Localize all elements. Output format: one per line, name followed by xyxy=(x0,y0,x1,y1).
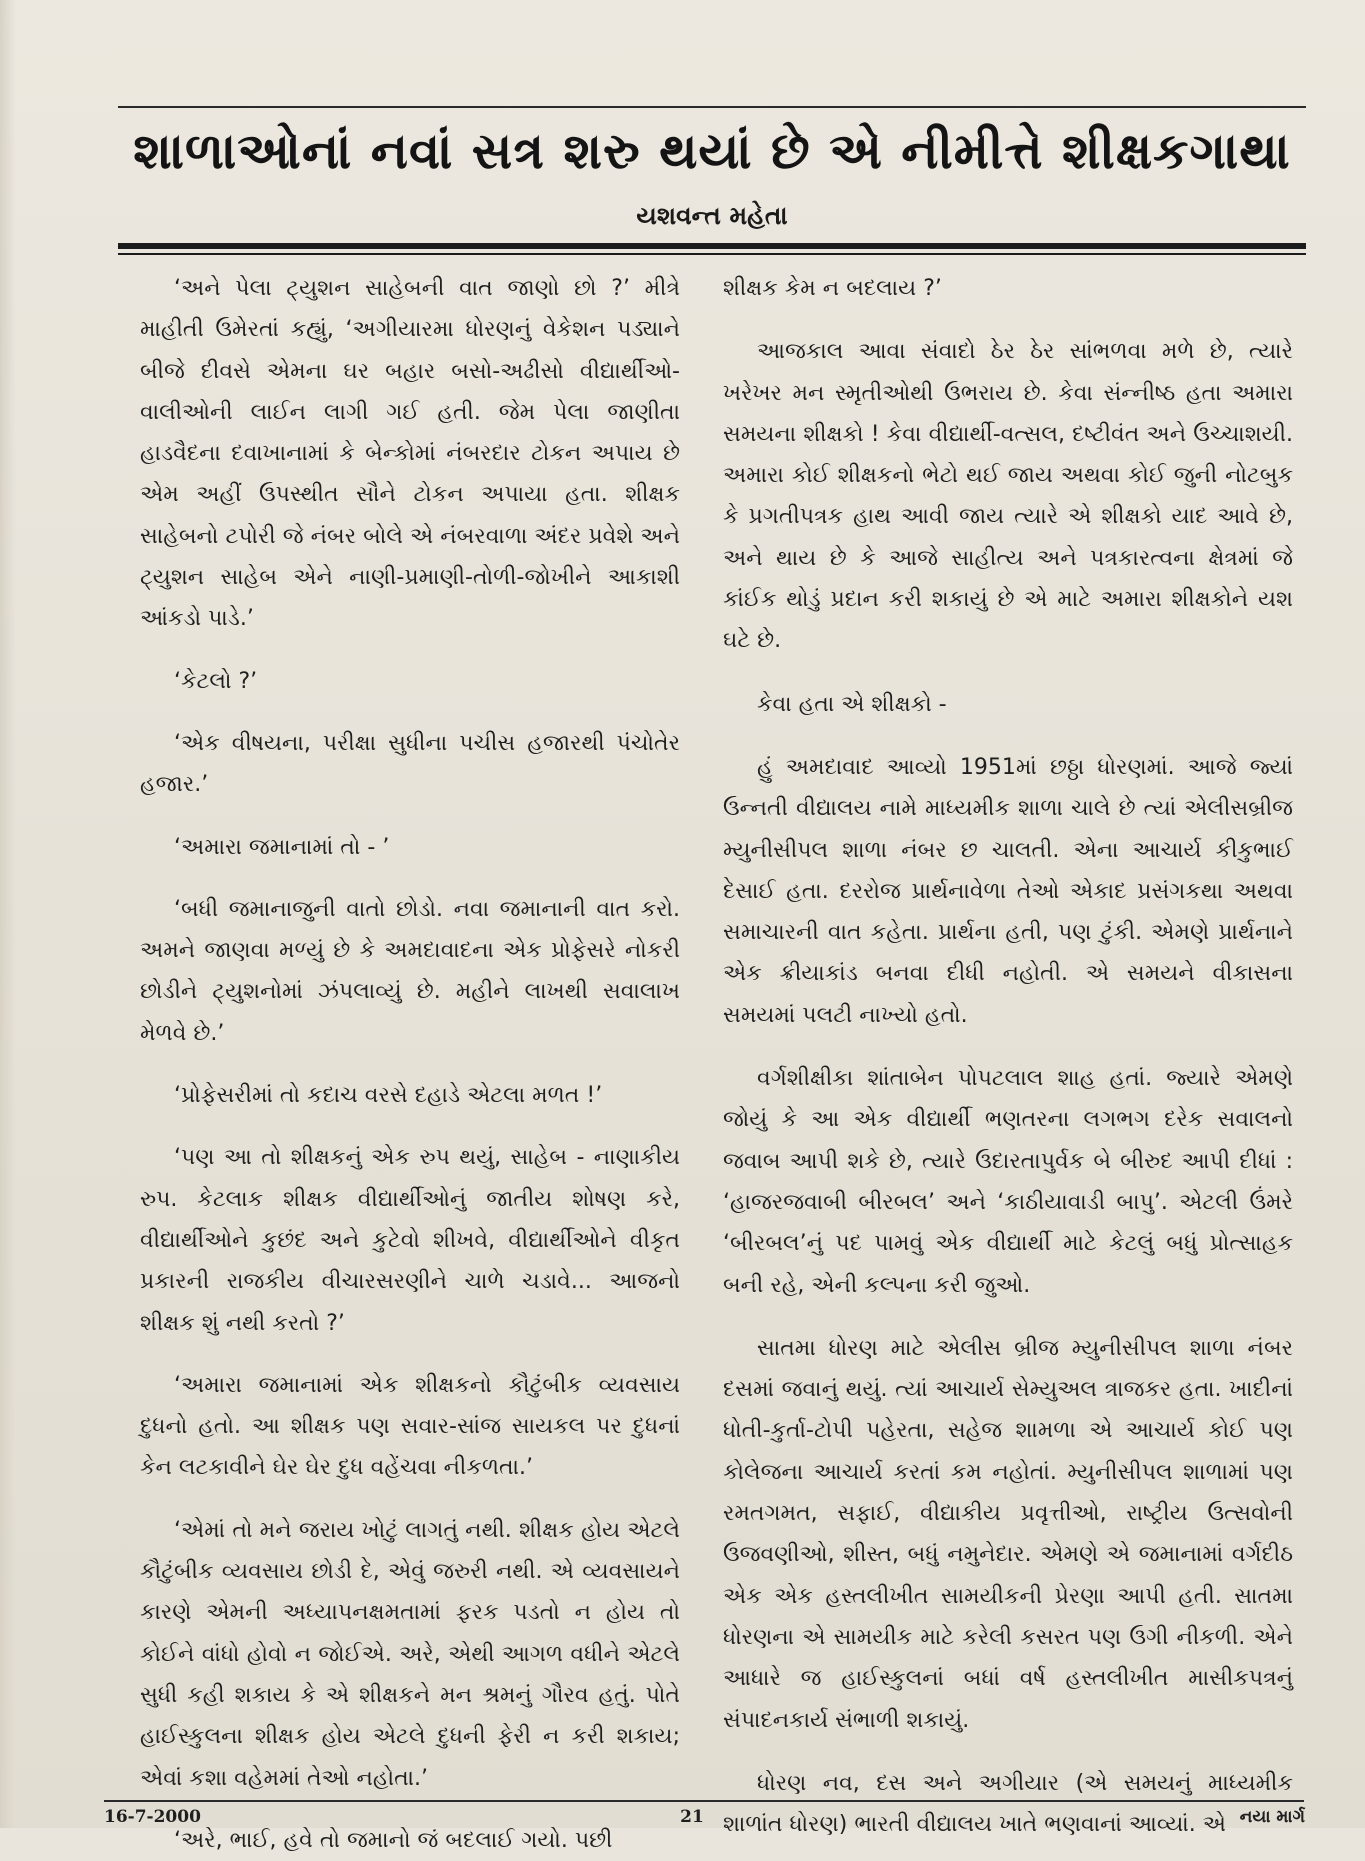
page-number: 21 xyxy=(680,1807,704,1827)
paragraph: ‘કેટલો ?’ xyxy=(174,668,258,694)
paragraph: ‘પ્રોફેસરીમાં તો કદાચ વરસે દહાડે એટલા મળત !’ xyxy=(174,1083,603,1109)
paragraph: ‘અમારા જમાનામાં એક શીક્ષકનો કૌટુંબીક વ્યવસાય દુધનો હતો. આ શીક્ષક પણ સવાર-સાંજ સાયકલ પર દુધનાં કેન લટકાવીને ઘેર ઘેર દુધ વહેંચવા નીકળતા.’ xyxy=(140,1372,680,1481)
paragraph: ‘અરે, ભાઈ, હવે તો જમાનો જં બદલાઈ ગયો. પછી xyxy=(174,1827,613,1853)
paragraph: સાતમા ધોરણ માટે એલીસ બ્રીજ મ્યુનીસીપલ શાળા નંબર દસમાં જવાનું થયું. ત્યાં આચાર્ય સેમ્યુઅલ ત્રાજકર હતા. ખાદીનાં ધોતી-કુર્તા-ટોપી પહેરતા, સહેજ શામળા એ આચાર્ય કોઈ પણ કોલેજના આચાર્ય કરતાં કમ નહોતાં. મ્યુનીસીપલ શાળામાં પણ રમતગમત, સફાઈ, વીદ્યાકીય પ્રવૃત્તીઓ, રાષ્ટ્રીય ઉત્સવોની ઉજવણીઓ, શીસ્ત, બધું નમુનેદાર. એમણે એ જમાનામાં વર્ગદીઠ એક એક હસ્તલીખીત સામયીકની પ્રેરણા આપી હતી. સાતમા ધોરણના એ સામયીક માટે કરેલી કસરત પણ ઉગી નીકળી. એને આધારે જ હાઈસ્કુલનાં બધાં વર્ષ હસ્તલીખીત માસીકપત્રનું સંપાદનકાર્ય સંભાળી શકાયું. xyxy=(723,1335,1293,1733)
footer-rule xyxy=(104,1800,1304,1802)
torn-edge xyxy=(0,0,16,1828)
article-title: શાળાઓનાં નવાં સત્ર શરુ થયાં છે એ નીમીત્તે શીક્ષકગાથા xyxy=(133,122,1291,180)
header-thin-rule xyxy=(118,253,1306,255)
header-thick-rule xyxy=(118,243,1306,249)
paragraph: આજકાલ આવા સંવાદો ઠેર ઠેર સાંભળવા મળે છે, ત્યારે ખરેખર મન સ્મૃતીઓથી ઉભરાય છે. કેવા સંન્નીષ્ઠ હતા અમારા સમયના શીક્ષકો ! કેવા વીદ્યાર્થી-વત્સલ, દષ્ટીવંત અને ઉચ્ચાશયી. અમારા કોઈ શીક્ષકનો ભેટો થઈ જાય અથવા કોઈ જુની નોટબુક કે પ્રગતીપત્રક હાથ આવી જાય ત્યારે એ શીક્ષકો યાદ આવે છે, અને થાય છે કે આજે સાહીત્ય અને પત્રકારત્વના ક્ષેત્રમાં જે કાંઈક થોડું પ્રદાન કરી શકાયું છે એ માટે અમારા શીક્ષકોને યશ ઘટે છે. xyxy=(723,339,1293,654)
paragraph: ‘અમારા જમાનામાં તો - ’ xyxy=(174,834,390,860)
paragraph: હું અમદાવાદ આવ્યો 1951માં છઠ્ઠા ધોરણમાં. આજે જ્યાં ઉન્નતી વીદ્યાલય નામે માધ્યમીક શાળા ચાલે છે ત્યાં એલીસબ્રીજ મ્યુનીસીપલ શાળા નંબર છ ચાલતી. એના આચાર્ય કીકુભાઈ દેસાઈ હતા. દરરોજ પ્રાર્થનાવેળા તેઓ એકાદ પ્રસંગકથા અથવા સમાચારની વાત કહેતા. પ્રાર્થના હતી, પણ ટુંકી. એમણે પ્રાર્થનાને એક ક્રીયાકાંડ બનવા દીધી નહોતી. એ સમયને વીકાસના સમયમાં પલટી નાખ્યો હતો. xyxy=(723,754,1293,1028)
paragraph: ધોરણ નવ, દસ અને અગીયાર (એ સમયનું માધ્યમીક શાળાંત ધોરણ) ભારતી વીદ્યાલય ખાતે ભણવાનાં આવ્યાં. એ xyxy=(723,1770,1293,1838)
paragraph: ‘પણ આ તો શીક્ષકનું એક રુપ થયું, સાહેબ - નાણાકીય રુપ. કેટલાક શીક્ષક વીદ્યાર્થીઓનું જાતીય શોષણ કરે, વીદ્યાર્થીઓને કુછંદ અને કુટેવો શીખવે, વીદ્યાર્થીઓને વીકૃત પ્રકારની રાજકીય વીચારસરણીને ચાળે ચડાવે... આજનો શીક્ષક શું નથી કરતો ?’ xyxy=(140,1145,680,1336)
paragraph: ‘બધી જમાનાજુની વાતો છોડો. નવા જમાનાની વાત કરો. અમને જાણવા મળ્યું છે કે અમદાવાદના એક પ્રોફેસરે નોકરી છોડીને ટ્યુશનોમાં ઝંપલાવ્યું છે. મહીને લાખથી સવાલાખ મેળવે છે.’ xyxy=(140,896,680,1046)
article-author: યશવન્ત મહેતા xyxy=(636,201,788,230)
paragraph: ‘અને પેલા ટ્યુશન સાહેબની વાત જાણો છો ?’ મીત્રે માહીતી ઉમેરતાં કહ્યું, ‘અગીયારમા ધોરણનું વેકેશન પડ્યાને બીજે દીવસે એમના ઘર બહાર બસો-અઢીસો વીદ્યાર્થીઓ-વાલીઓની લાઈન લાગી ગઈ હતી. જેમ પેલા જાણીતા હાડવૈદના દવાખાનામાં કે બેન્કોમાં નંબરદાર ટોકન અપાય છે એમ અહીં ઉપસ્થીત સૌને ટોકન અપાયા હતા. શીક્ષક સાહેબનો ટપોરી જે નંબર બોલે એ નંબરવાળા અંદર પ્રવેશે અને ટ્યુશન સાહેબ એને નાણી-પ્રમાણી-તોળી-જોખીને આકાશી આંકડો પાડે.’ xyxy=(140,276,680,632)
publication-name: નયા માર્ગ xyxy=(1239,1807,1305,1827)
paragraph: ‘એમાં તો મને જરાય ખોટું લાગતું નથી. શીક્ષક હોય એટલે કૌટુંબીક વ્યવસાય છોડી દે, એવું જરુરી નથી. એ વ્યવસાયને કારણે એમની અધ્યાપનક્ષમતામાં ફરક પડતો ન હોય તો કોઈને વાંધો હોવો ન જોઈએ. અરે, એથી આગળ વધીને એટલે સુધી કહી શકાય કે એ શીક્ષકને મન શ્રમનું ગૌરવ હતું. પોતે હાઈસ્કુલના શીક્ષક હોય એટલે દુધની ફેરી ન કરી શકાય; એવાં કશા વહેમમાં તેઓ નહોતા.’ xyxy=(140,1517,680,1791)
top-rule xyxy=(118,106,1306,108)
paragraph: વર્ગશીક્ષીકા શાંતાબેન પોપટલાલ શાહ હતાં. જ્યારે એમણે જોયું કે આ એક વીદ્યાર્થી ભણતરના લગભગ દરેક સવાલનો જવાબ આપી શકે છે, ત્યારે ઉદારતાપુર્વક બે બીરુદ આપી દીધાં : ‘હાજરજવાબી બીરબલ’ અને ‘કાઠીયાવાડી બાપુ’. એટલી ઉંમરે ‘બીરબલ’નું પદ પામવું એક વીદ્યાર્થી માટે કેટલું બધું પ્રોત્સાહક બની રહે, એની કલ્પના કરી જુઓ. xyxy=(723,1066,1293,1298)
issue-date: 16-7-2000 xyxy=(104,1807,201,1827)
paragraph: કેવા હતા એ શીક્ષકો - xyxy=(757,691,947,717)
paragraph: શીક્ષક કેમ ન બદલાય ?’ xyxy=(723,276,942,301)
paragraph: ‘એક વીષયના, પરીક્ષા સુધીના પચીસ હજારથી પંચોતેર હજાર.’ xyxy=(140,730,680,798)
